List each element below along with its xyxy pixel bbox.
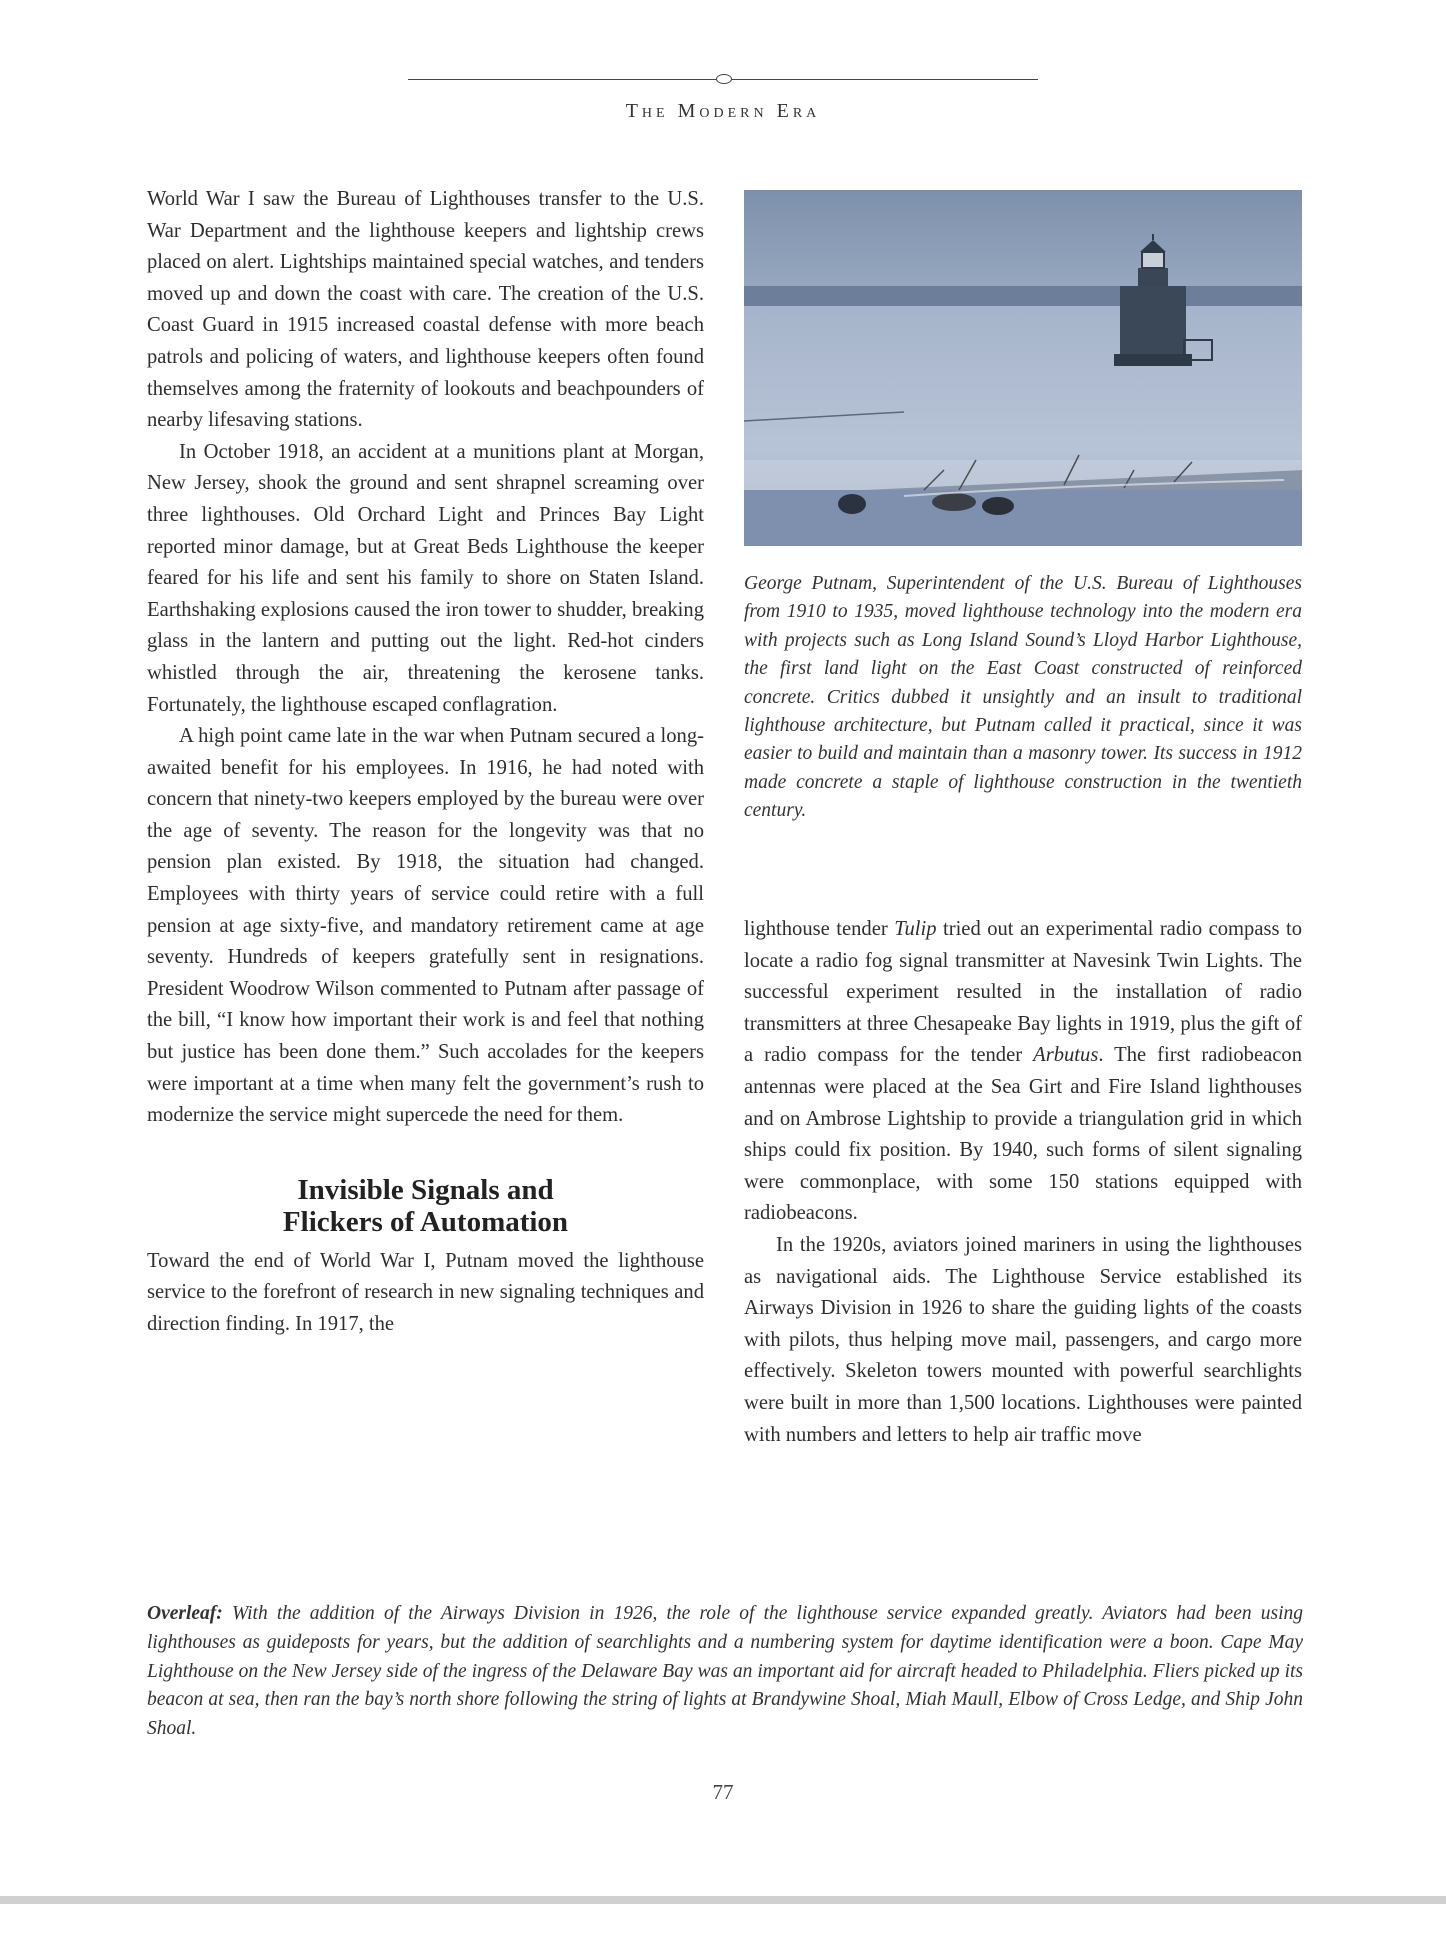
overleaf-label: Overleaf: [147,1603,223,1624]
section-heading-line: Flickers of Automation [282,1205,569,1238]
running-head: The Modern Era [625,100,821,122]
paragraph: In the 1920s, aviators joined mariners in using the lighthouses as navigational aids. The Lighthouse Service established its Airways Division in 1926 to share the guiding lights of the coasts with pilots, thus helping move mail, passengers, and cargo more effectively. Skeleton towers mounted with powerful searchlights were built in more than 1,500 locations. Lighthouses were painted with numbers and letters to help air traffic move [744,1233,1302,1446]
right-column [744,914,1302,1451]
paragraph: Toward the end of World War I, Putnam moved the lighthouse service to the forefront of research in new signaling techniques and direction finding. In 1917, the [147,1249,704,1335]
overleaf-text: With the addition of the Airways Division in 1926, the role of the lighthouse service expanded greatly. Aviators had been using lighthouses as guideposts for years, but the addition of searchlights and a numbering system for daytime identification were a boon. Cape May Lighthouse on the New Jersey side of the ingress of the Delaware Bay was an important aid for aircraft headed to Philadelphia. Fliers picked up its beacon at sea, then ran the bay’s north shore following the string of lights at Brandywine Shoal, Miah Maull, Elbow of Cross Ledge, and Ship John Shoal. [147,1603,1303,1740]
paragraph [744,914,1302,1230]
header-ornament-icon [716,74,732,84]
paragraph-text: lighthouse tender [744,918,895,940]
section-heading-line: Invisible Signals and [297,1173,554,1206]
ship-name: Arbutus [1033,1044,1099,1067]
ship-name: Tulip [894,918,937,940]
lighthouse-photo [744,190,1302,546]
paragraph: In October 1918, an accident at a munitions plant at Morgan, New Jersey, shook the ground and sent shrapnel screaming over three lighthouses. Old Orchard Light and Princes Bay Light reported minor damage, but at Great Beds Lighthouse the keeper feared for his life and sent his family to shore on Staten Island. Earthshaking explosions caused the iron tower to shudder, breaking glass in the lantern and putting out the light. Red-hot cinders whistled through the air, threatening the kerosene tanks. Fortunately, the lighthouse escaped conflagration. [147,440,704,716]
photo-caption: George Putnam, Superintendent of the U.S. Bureau of Lighthouses from 1910 to 1935, moved lighthouse technology into the modern era with projects such as Long Island Sound’s Lloyd Harbor Lighthouse, the first land light on the East Coast constructed of reinforced concrete. Critics dubbed it unsightly and an insult to traditional lighthouse architecture, but Putnam called it practical, since it was easier to build and maintain than a masonry tower. Its success in 1912 made concrete a staple of lighthouse construction in the twentieth century. [744,573,1302,822]
page-number: 77 [712,1780,734,1804]
lighthouse-photo-image [744,190,1302,546]
overleaf-note [147,1600,1303,1744]
paragraph: A high point came late in the war when Putnam secured a long-awaited benefit for his employees. In 1916, he had noted with concern that ninety-two keepers employed by the bureau were over the age of seventy. The reason for the longevity was that no pension plan existed. By 1918, the situation had changed. Employees with thirty years of service could retire with a full pension at age sixty-five, and mandatory retirement came at age seventy. Hundreds of keepers gratefully sent in resignations. President Woodrow Wilson commented to Putnam after passage of the bill, “I know how important their work is and feel that nothing but justice has been done them.” Such accolades for the keepers were important at a time when many felt the government’s rush to modernize the service might supercede the need for them. [147,725,704,1127]
left-column [147,184,704,1341]
paragraph-text: tried out an experimental radio compass to locate a radio fog signal transmitter at Navesink Twin Lights. The successful experiment resulted in the installation of radio transmitters at three Chesapeake Bay lights in 1919, plus the gift of a radio compass for the tender [744,918,1303,1067]
paragraph: World War I saw the Bureau of Lighthouses transfer to the U.S. War Department and the lighthouse keepers and lightship crews placed on alert. Lightships maintained special watches, and tenders moved up and down the coast with care. The creation of the U.S. Coast Guard in 1915 increased coastal defense with more beach patrols and policing of waters, and lighthouse keepers often found themselves among the fraternity of lookouts and beachpounders of nearby lifesaving stations. [147,188,704,432]
paragraph-text: . The first radiobeacon antennas were placed at the Sea Girt and Fire Island lighthouses and on Ambrose Lightship to provide a triangulation grid in which ships could fix position. By 1940, such forms of silent signaling were commonplace, with some 150 stations equipped with radiobeacons. [744,1044,1302,1225]
bottom-bar [0,1896,1446,1904]
section-heading [147,1174,704,1238]
